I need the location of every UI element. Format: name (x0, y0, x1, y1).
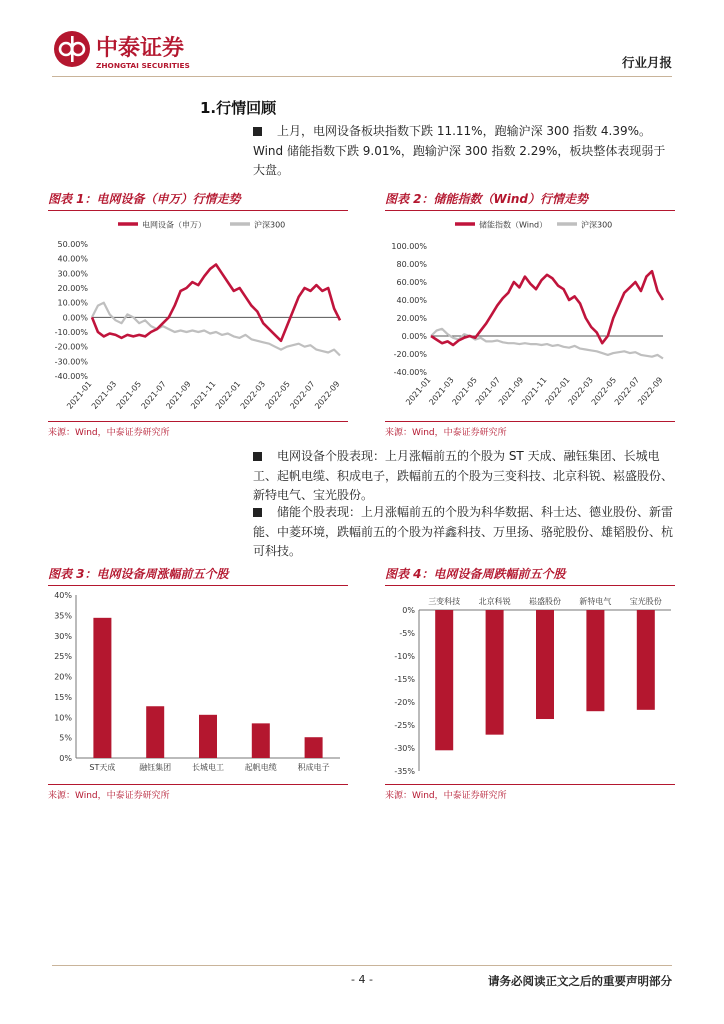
y-tick-label: 15% (54, 692, 72, 702)
bar (435, 610, 453, 750)
x-tick-label: 2021-09 (496, 375, 526, 407)
y-tick-label: -20% (394, 698, 415, 707)
figure-1-title: 图表 1：电网设备（申万）行情走势 (48, 189, 348, 211)
x-tick-label: 2021-05 (114, 379, 144, 411)
bar (586, 610, 604, 711)
x-tick-label: 2022-01 (543, 375, 572, 407)
x-tick-label: 2022-07 (612, 375, 642, 407)
y-tick-label: -25% (394, 721, 415, 730)
y-tick-label: 40% (54, 591, 72, 600)
figure-4-bar-chart (385, 588, 675, 782)
legend-label: 电网设备（申万） (142, 220, 206, 230)
y-tick-label: -20.00% (54, 342, 88, 352)
figure-2-source: 来源：Wind，中泰证券研究所 (385, 421, 675, 438)
y-tick-label: -35% (394, 767, 415, 776)
legend-label: 储能指数（Wind） (479, 220, 548, 230)
page-header (0, 0, 724, 80)
bar (536, 610, 554, 719)
y-tick-label: 30% (54, 631, 72, 641)
x-tick-label: 2021-09 (164, 379, 193, 411)
y-tick-label: -10.00% (54, 328, 88, 337)
figure-3-title: 图表 3：电网设备周涨幅前五个股 (48, 564, 348, 586)
x-tick-label: 2021-03 (427, 375, 456, 407)
x-tick-label: 2022-05 (263, 379, 292, 411)
grid-stocks-paragraph: 电网设备个股表现：上月涨幅前五的个股为 ST 天成、融钰集团、长城电工、起帆电缆、积成电子，跌幅前五的个股为三变科技、北京科锐、崧盛股份、新特电气、宝光股份。 (253, 449, 674, 502)
x-tick-label: 2021-03 (89, 379, 119, 411)
y-tick-label: 20% (54, 672, 72, 682)
y-tick-label: -40.00% (54, 372, 88, 381)
company-logo (52, 28, 252, 74)
y-tick-label: -5% (399, 629, 415, 638)
x-tick-label: 2022-09 (313, 379, 342, 411)
x-tick-label: 2022-07 (288, 379, 317, 411)
category-label: 崧盛股份 (529, 597, 561, 606)
x-tick-label: 2021-11 (520, 375, 549, 407)
legend-label: 沪深300 (581, 220, 613, 230)
y-tick-label: 40.00% (57, 254, 88, 264)
y-tick-label: 50.00% (57, 240, 88, 249)
y-tick-label: 30.00% (57, 269, 88, 279)
bar (93, 618, 111, 758)
category-label: 新特电气 (579, 597, 612, 606)
figure-4-source: 来源：Wind，中泰证券研究所 (385, 784, 675, 801)
series-line-hs300 (431, 329, 663, 359)
y-tick-label: 35% (54, 611, 72, 621)
y-tick-label: 20.00% (396, 314, 427, 323)
section-title: 1.行情回顾 (200, 99, 277, 117)
bar (486, 610, 504, 735)
bar (199, 715, 217, 758)
category-label: ST天成 (89, 763, 116, 772)
y-tick-label: 0% (59, 754, 72, 763)
y-tick-label: 40.00% (396, 296, 427, 305)
x-tick-label: 2022-01 (213, 379, 243, 411)
y-tick-label: 25% (54, 652, 72, 662)
y-tick-label: -30.00% (54, 357, 88, 367)
y-tick-label: 60.00% (396, 278, 427, 287)
figure-3-source: 来源：Wind，中泰证券研究所 (48, 784, 348, 801)
storage-stocks-paragraph: 储能个股表现：上月涨幅前五的个股为科华数据、科士达、德业股份、新雷能、中菱环境，跌幅前五的个股为祥鑫科技、万里扬、骆驼股份、雄韬股份、杭可科技。 (253, 505, 674, 558)
x-tick-label: 2021-05 (450, 375, 479, 407)
y-tick-label: -10% (394, 652, 415, 661)
bar (252, 723, 270, 758)
x-tick-label: 2022-09 (636, 375, 665, 407)
page-number: - 4 - (351, 973, 373, 986)
figure-2-title: 图表 2：储能指数（Wind）行情走势 (385, 189, 675, 211)
y-tick-label: 10.00% (57, 298, 88, 308)
series-line-hs300 (92, 303, 340, 356)
bar (146, 706, 164, 758)
x-tick-label: 2021-07 (473, 375, 503, 407)
y-tick-label: 0.00% (62, 313, 88, 323)
x-tick-label: 2022-03 (238, 379, 268, 411)
x-tick-label: 2022-05 (589, 375, 619, 407)
category-label: 融钰集团 (139, 763, 172, 772)
category-label: 积成电子 (297, 763, 330, 772)
y-tick-label: 0% (402, 606, 415, 615)
x-tick-label: 2021-11 (189, 379, 218, 411)
x-tick-label: 2021-01 (404, 375, 433, 407)
figure-2-line-chart (385, 212, 675, 420)
x-tick-label: 2021-01 (65, 379, 94, 411)
y-tick-label: 5% (59, 733, 72, 743)
x-tick-label: 2021-07 (139, 379, 168, 411)
category-label: 长城电工 (192, 763, 224, 772)
y-tick-label: 20.00% (57, 284, 88, 293)
figure-4-title: 图表 4：电网设备周跌幅前五个股 (385, 564, 675, 586)
figure-3-bar-chart (48, 588, 348, 782)
y-tick-label: 100.00% (391, 242, 427, 251)
report-type: 行业月报 (621, 55, 672, 70)
bar (637, 610, 655, 710)
y-tick-label: 0.00% (401, 332, 427, 341)
category-label: 起帆电缆 (244, 763, 277, 772)
y-tick-label: 80.00% (396, 260, 427, 269)
summary-paragraph: 上月，电网设备板块指数下跌 11.11%，跑输沪深 300 指数 4.39%。Wind 储能指数下跌 9.01%，跑输沪深 300 指数 2.29%，板块整体表现弱于大盘。 (253, 124, 666, 177)
footer-divider (52, 965, 672, 966)
x-tick-label: 2022-03 (566, 375, 595, 407)
category-label: 宝光股份 (629, 597, 662, 606)
figure-1-line-chart (48, 212, 348, 420)
figure-1-source: 来源：Wind，中泰证券研究所 (48, 421, 348, 438)
logo-cn: 中泰证券 (96, 36, 185, 61)
bar (305, 737, 323, 758)
logo-en: ZHONGTAI SECURITIES (96, 61, 190, 70)
y-tick-label: -20.00% (393, 350, 427, 359)
y-tick-label: 10% (54, 713, 72, 723)
y-tick-label: -15% (394, 675, 415, 684)
y-tick-label: -40.00% (393, 368, 427, 377)
y-tick-label: -30% (394, 744, 415, 753)
series-line-main (92, 265, 340, 341)
header-divider (52, 76, 672, 77)
category-label: 三变科技 (428, 597, 461, 606)
legend-label: 沪深300 (254, 220, 286, 230)
category-label: 北京科锐 (478, 597, 511, 606)
footer-disclaimer: 请务必阅读正文之后的重要声明部分 (488, 974, 672, 988)
